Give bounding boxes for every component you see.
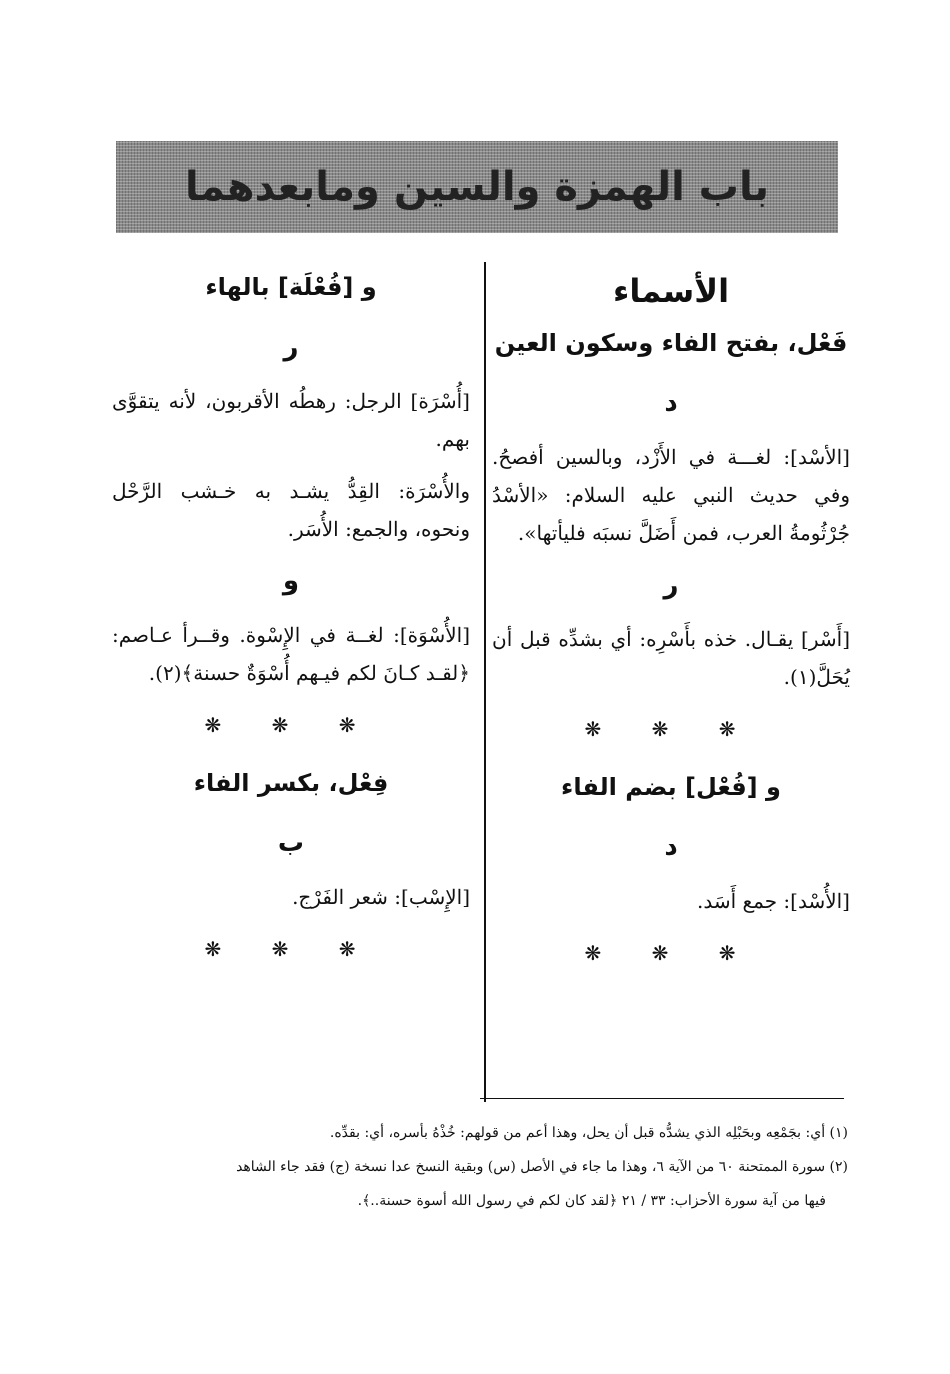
separator-stars: ❋ ❋ ❋ (204, 713, 378, 737)
entry-paragraph: والأُسْرَة: القِدُّ يشـد به خـشب الرَّحْل ونحوه، والجمع: الأُسَر. (112, 479, 470, 541)
letter-heading: و (282, 566, 300, 596)
footnotes (110, 1116, 848, 1218)
pattern-heading: فِعْل، بكسر الفاء (193, 769, 389, 797)
letter-heading: د (664, 388, 678, 418)
footnote: (٢) سورة الممتحنة ٦٠ من الآية ٦، وهذا ما جاء في الأصل (س) وبقية النسخ عدا نسخة (ج) فقد جاء الشاهد (236, 1159, 848, 1175)
separator-stars: ❋ ❋ ❋ (584, 717, 758, 741)
right-column (492, 272, 850, 992)
footnote-rule (480, 1098, 844, 1099)
entry-paragraph: [الإِسْب]: شعر الفَرْج. (292, 885, 470, 909)
letter-heading: ر (663, 570, 679, 600)
footnote: (١) أي: بجَمْعِه وبحَبْلِه الذي يشدُّه قبل أن يحل، وهذا أعم من قولهم: خُذْهُ بأسره، أي: بقدِّه. (329, 1125, 848, 1141)
separator-stars: ❋ ❋ ❋ (204, 937, 378, 961)
pattern-heading: و [فُعْلَة] بالهاء (205, 273, 377, 301)
chapter-banner (116, 141, 838, 233)
column-divider (484, 262, 486, 1102)
entry-paragraph: [الأُسْوَة]: لغــة في الإِسْوة. وقــرأ عـاصم: ﴿لقـد كـانَ لكم فيـهم أُسْوَةٌ حسنة﴾(٢). (112, 623, 470, 685)
separator-stars: ❋ ❋ ❋ (584, 941, 758, 965)
letter-heading: ب (277, 828, 305, 858)
chapter-title: باب الهمزة والسين ومابعدهما (184, 164, 769, 210)
footnote-continuation: فيها من آية سورة الأحزاب: ٣٣ / ٢١ ﴿لقد كان لكم في رسول الله أسوة حسنة..﴾. (357, 1193, 826, 1209)
entry-paragraph: [أُسْرَة] الرجل: رهطُه الأقربون، لأنه يتقوَّى بهم. (112, 389, 470, 451)
section-heading: الأسماء (612, 272, 730, 310)
letter-heading: د (664, 832, 678, 862)
pattern-heading: و [فُعْل] بضم الفاء (561, 773, 781, 801)
left-column (112, 268, 470, 988)
pattern-heading: فَعْل، بفتح الفاء وسكون العين (494, 329, 848, 357)
entry-paragraph: [أَسْر] يقـال. خذه بأَسْرِه: أي بشدِّه قبل أن يُحَلَّ(١). (492, 627, 850, 689)
entry-paragraph: [الأسْد]: لغـــة في الأَزْد، وبالسين أفصحُ. وفي حديث النبي عليه السلام: «الأسْدُ جُرْثُومةُ العرب، فمن أَضَلَّ نسبَه فليأتها». (492, 445, 850, 545)
entry-paragraph: [الأُسْد]: جمع أَسَد. (696, 889, 850, 913)
letter-heading: ر (283, 332, 299, 362)
